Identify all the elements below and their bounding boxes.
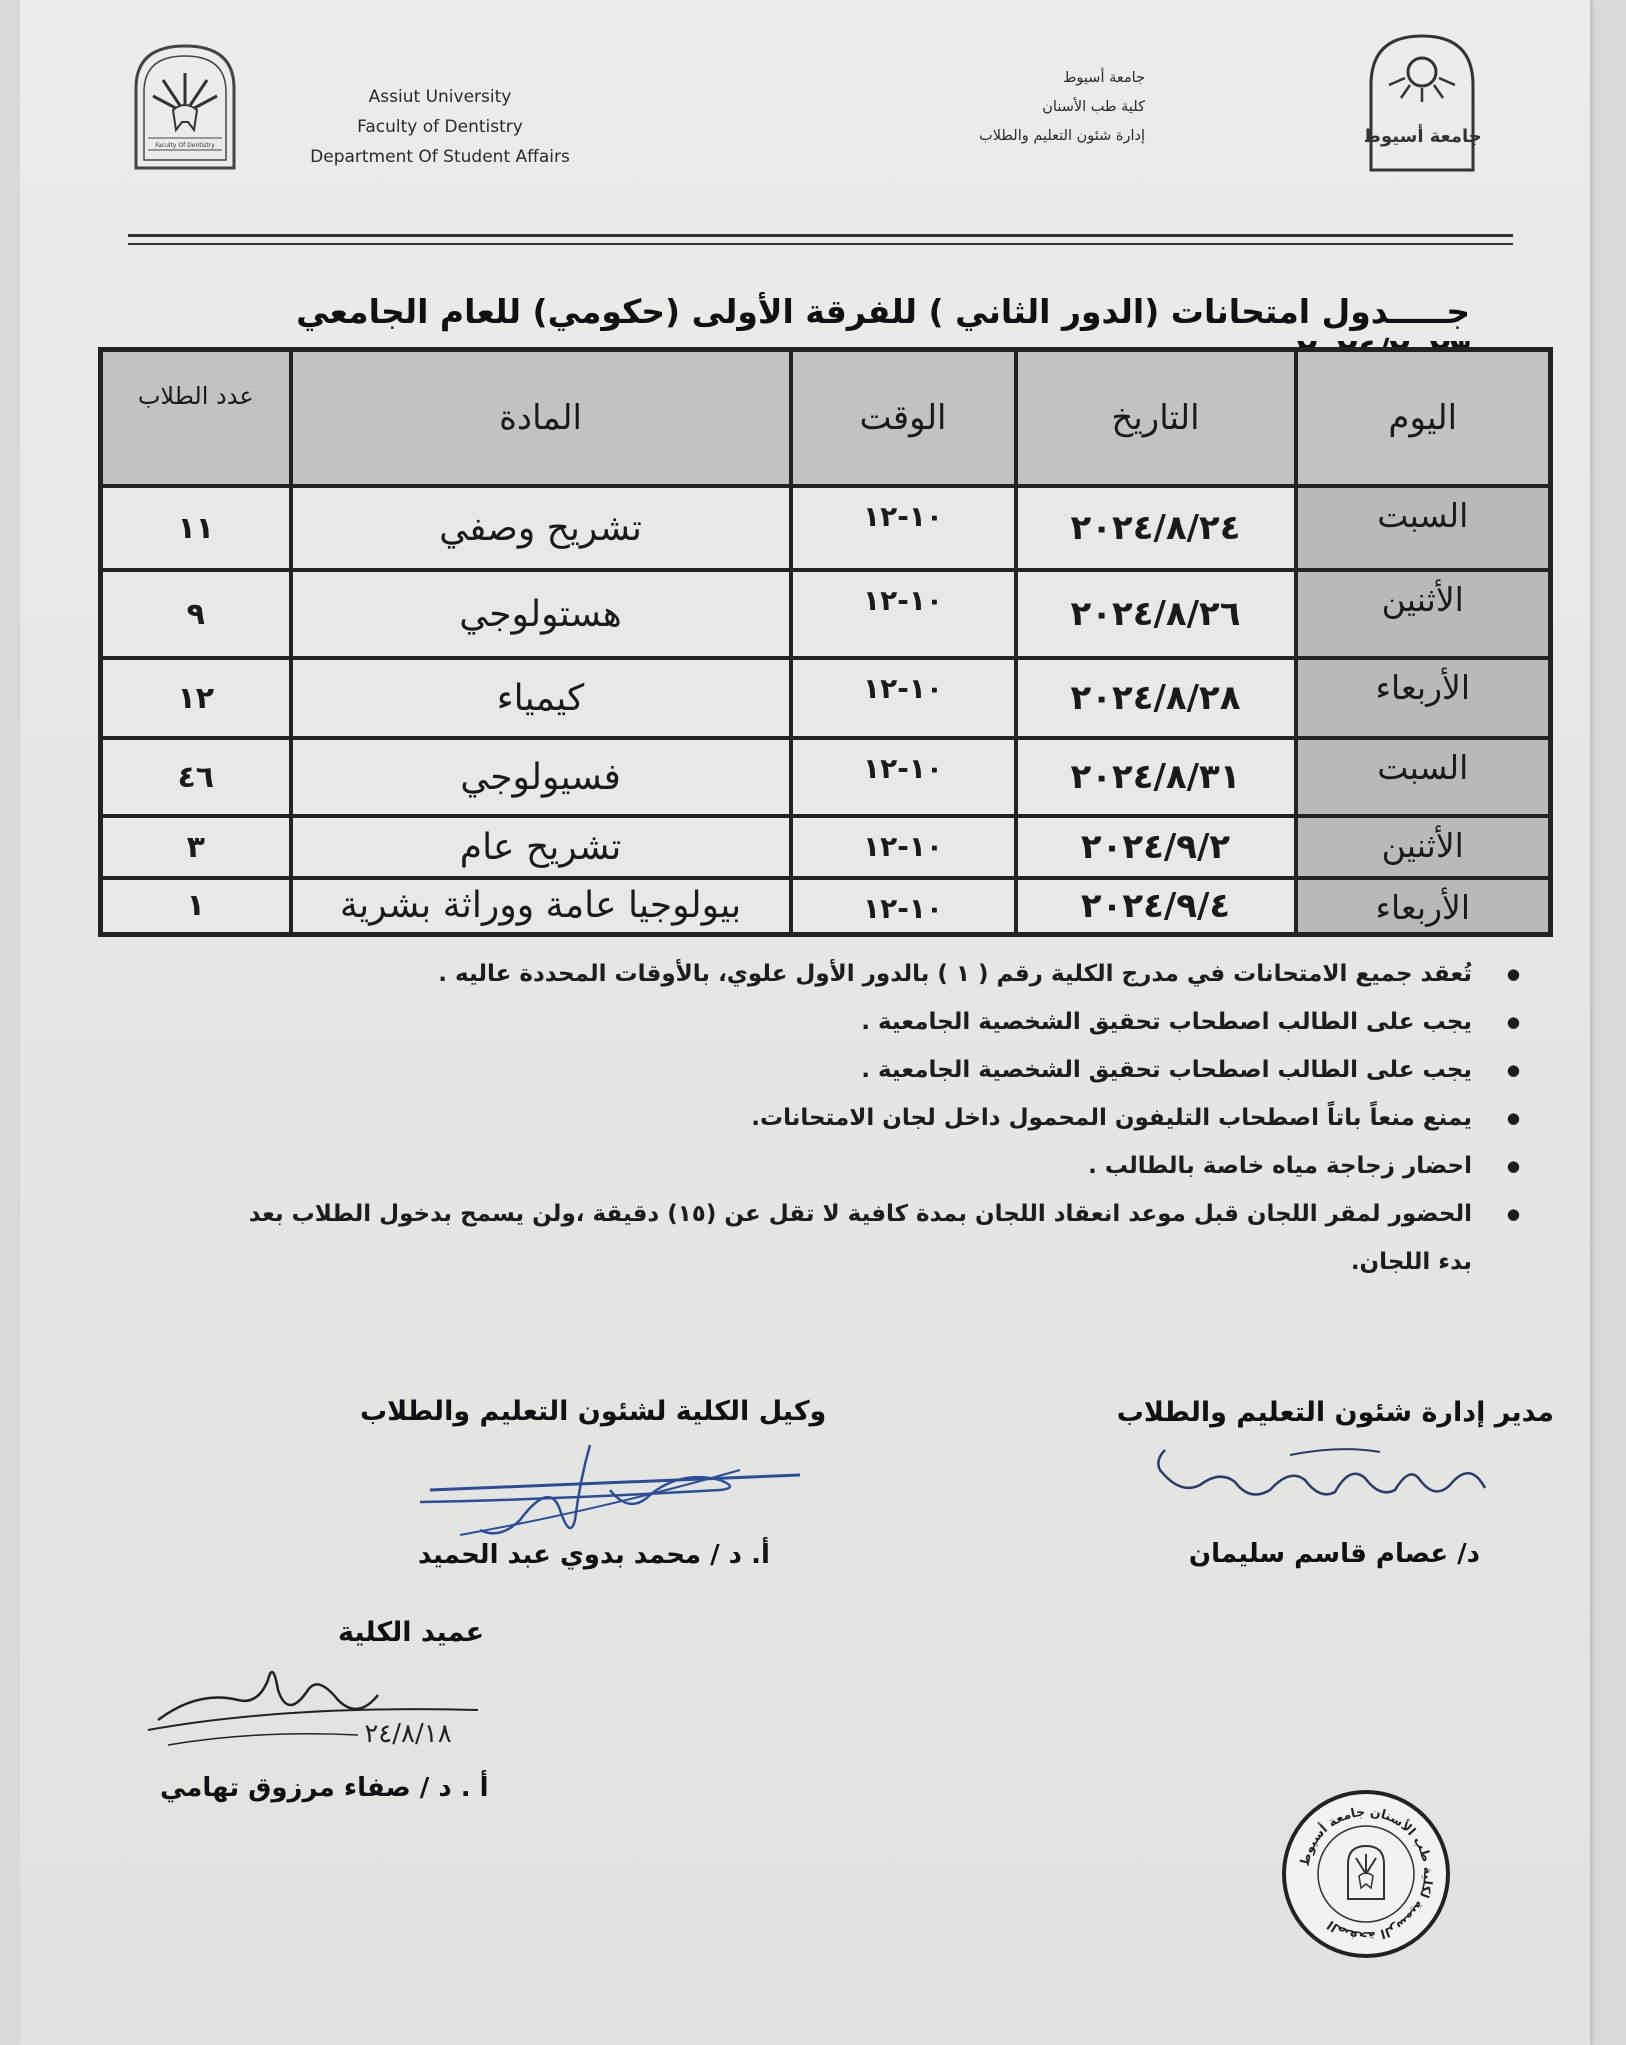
day-cell: السبت [1296, 738, 1551, 816]
director-title: مدير إدارة شئون التعليم والطلاب [1116, 1397, 1554, 1428]
university-logo-text: جامعة أسيوط [1365, 126, 1480, 147]
date-cell: ٢٠٢٤/٨/٢٦ [1016, 570, 1296, 658]
subject-cell: كيمياء [291, 658, 791, 738]
note-item: ● يمنع منعاً باتاً اصطحاب التليفون المحمول داخل لجان الامتحانات. [220, 1094, 1520, 1142]
official-stamp [1282, 1790, 1450, 1958]
day-cell: الأثنين [1296, 570, 1551, 658]
date-cell: ٢٠٢٤/٩/٢ [1016, 816, 1296, 878]
table-row [101, 570, 1551, 658]
header-rule-thin [128, 243, 1513, 245]
table-row [101, 816, 1551, 878]
time-cell: ١٠-١٢ [791, 570, 1016, 658]
schedule-title: جـــــدول امتحانات (الدور الثاني ) للفرقة الأولى (حكومي) للعام الجامعي [296, 292, 1470, 331]
header-student-count: عدد الطلاب [101, 350, 291, 487]
note-item: ● يجب على الطالب اصطحاب تحقيق الشخصية الجامعية . [220, 1046, 1520, 1094]
count-cell: ١١ [101, 486, 291, 570]
day-cell: الأثنين [1296, 816, 1551, 878]
header-day: اليوم [1296, 350, 1551, 487]
english-header [290, 82, 590, 172]
table-row [101, 878, 1551, 934]
university-logo [1365, 30, 1480, 175]
time-cell: ١٠-١٢ [791, 658, 1016, 738]
subject-cell: تشريح عام [291, 816, 791, 878]
day-cell: الأربعاء [1296, 878, 1551, 934]
arabic-header-university: جامعة أسيوط [1063, 70, 1145, 86]
time-cell: ١٠-١٢ [791, 738, 1016, 816]
note-item: ● احضار زجاجة مياه خاصة بالطالب . [220, 1142, 1520, 1190]
vice-dean-signature [400, 1440, 820, 1550]
day-cell: الأربعاء [1296, 658, 1551, 738]
date-cell: ٢٠٢٤/٩/٤ [1016, 878, 1296, 934]
english-header-university: Assiut University [368, 87, 512, 107]
subject-cell: بيولوجيا عامة ووراثة بشرية [291, 878, 791, 934]
table-row [101, 658, 1551, 738]
table-row [101, 486, 1551, 570]
count-cell: ٩ [101, 570, 291, 658]
header-subject: المادة [291, 350, 791, 487]
day-cell: السبت [1296, 486, 1551, 570]
exam-schedule-table [98, 347, 1553, 937]
arabic-header-faculty: كلية طب الأسنان [1042, 99, 1145, 115]
date-cell: ٢٠٢٤/٨/٢٤ [1016, 486, 1296, 570]
subject-cell: تشريح وصفي [291, 486, 791, 570]
vice-dean-name: أ. د / محمد بدوي عبد الحميد [418, 1540, 770, 1570]
note-item: ● يجب على الطالب اصطحاب تحقيق الشخصية الجامعية . [220, 998, 1520, 1046]
table-row [101, 738, 1551, 816]
header-date: التاريخ [1016, 350, 1296, 487]
dean-date-handwriting: ٢٤/٨/١٨ [364, 1719, 452, 1749]
time-cell: ١٠-١٢ [791, 486, 1016, 570]
time-cell: ١٠-١٢ [791, 878, 1016, 934]
dean-title: عميد الكلية [338, 1617, 485, 1648]
count-cell: ١٢ [101, 658, 291, 738]
note-item: ● تُعقد جميع الامتحانات في مدرج الكلية رقم ( ١ ) بالدور الأول علوي، بالأوقات المحددة عاليه . [220, 950, 1520, 998]
count-cell: ٤٦ [101, 738, 291, 816]
faculty-logo-text: Faculty Of Dentistry [155, 142, 215, 149]
faculty-logo [128, 38, 243, 173]
time-cell: ١٠-١٢ [791, 816, 1016, 878]
header-rule [128, 234, 1513, 237]
arabic-header [845, 64, 1145, 151]
document-page [20, 0, 1590, 2045]
note-item: ● الحضور لمقر اللجان قبل موعد انعقاد اللجان بمدة كافية لا تقل عن (١٥) دقيقة ،ولن يسمح بدخول الطلاب بعد بدء اللجان. [220, 1190, 1520, 1238]
arabic-header-department: إدارة شئون التعليم والطلاب [979, 128, 1145, 144]
subject-cell: فسيولوجي [291, 738, 791, 816]
subject-cell: هستولوجي [291, 570, 791, 658]
dean-signature [138, 1650, 498, 1770]
dean-name: أ . د / صفاء مرزوق تهامي [160, 1773, 489, 1803]
date-cell: ٢٠٢٤/٨/٣١ [1016, 738, 1296, 816]
vice-dean-title: وكيل الكلية لشئون التعليم والطلاب [360, 1396, 827, 1427]
header-time: الوقت [791, 350, 1016, 487]
stamp-text: الصفحة الرسمية لكلية طب الأسنان جامعة أسيوط [1296, 1803, 1437, 1945]
director-name: د/ عصام قاسم سليمان [1188, 1539, 1480, 1569]
english-header-faculty: Faculty of Dentistry [357, 117, 523, 137]
table-header-row [101, 350, 1551, 487]
count-cell: ٣ [101, 816, 291, 878]
date-cell: ٢٠٢٤/٨/٢٨ [1016, 658, 1296, 738]
english-header-department: Department Of Student Affairs [310, 147, 570, 167]
count-cell: ١ [101, 878, 291, 934]
director-signature [1140, 1440, 1500, 1520]
exam-notes-list [220, 950, 1520, 1275]
